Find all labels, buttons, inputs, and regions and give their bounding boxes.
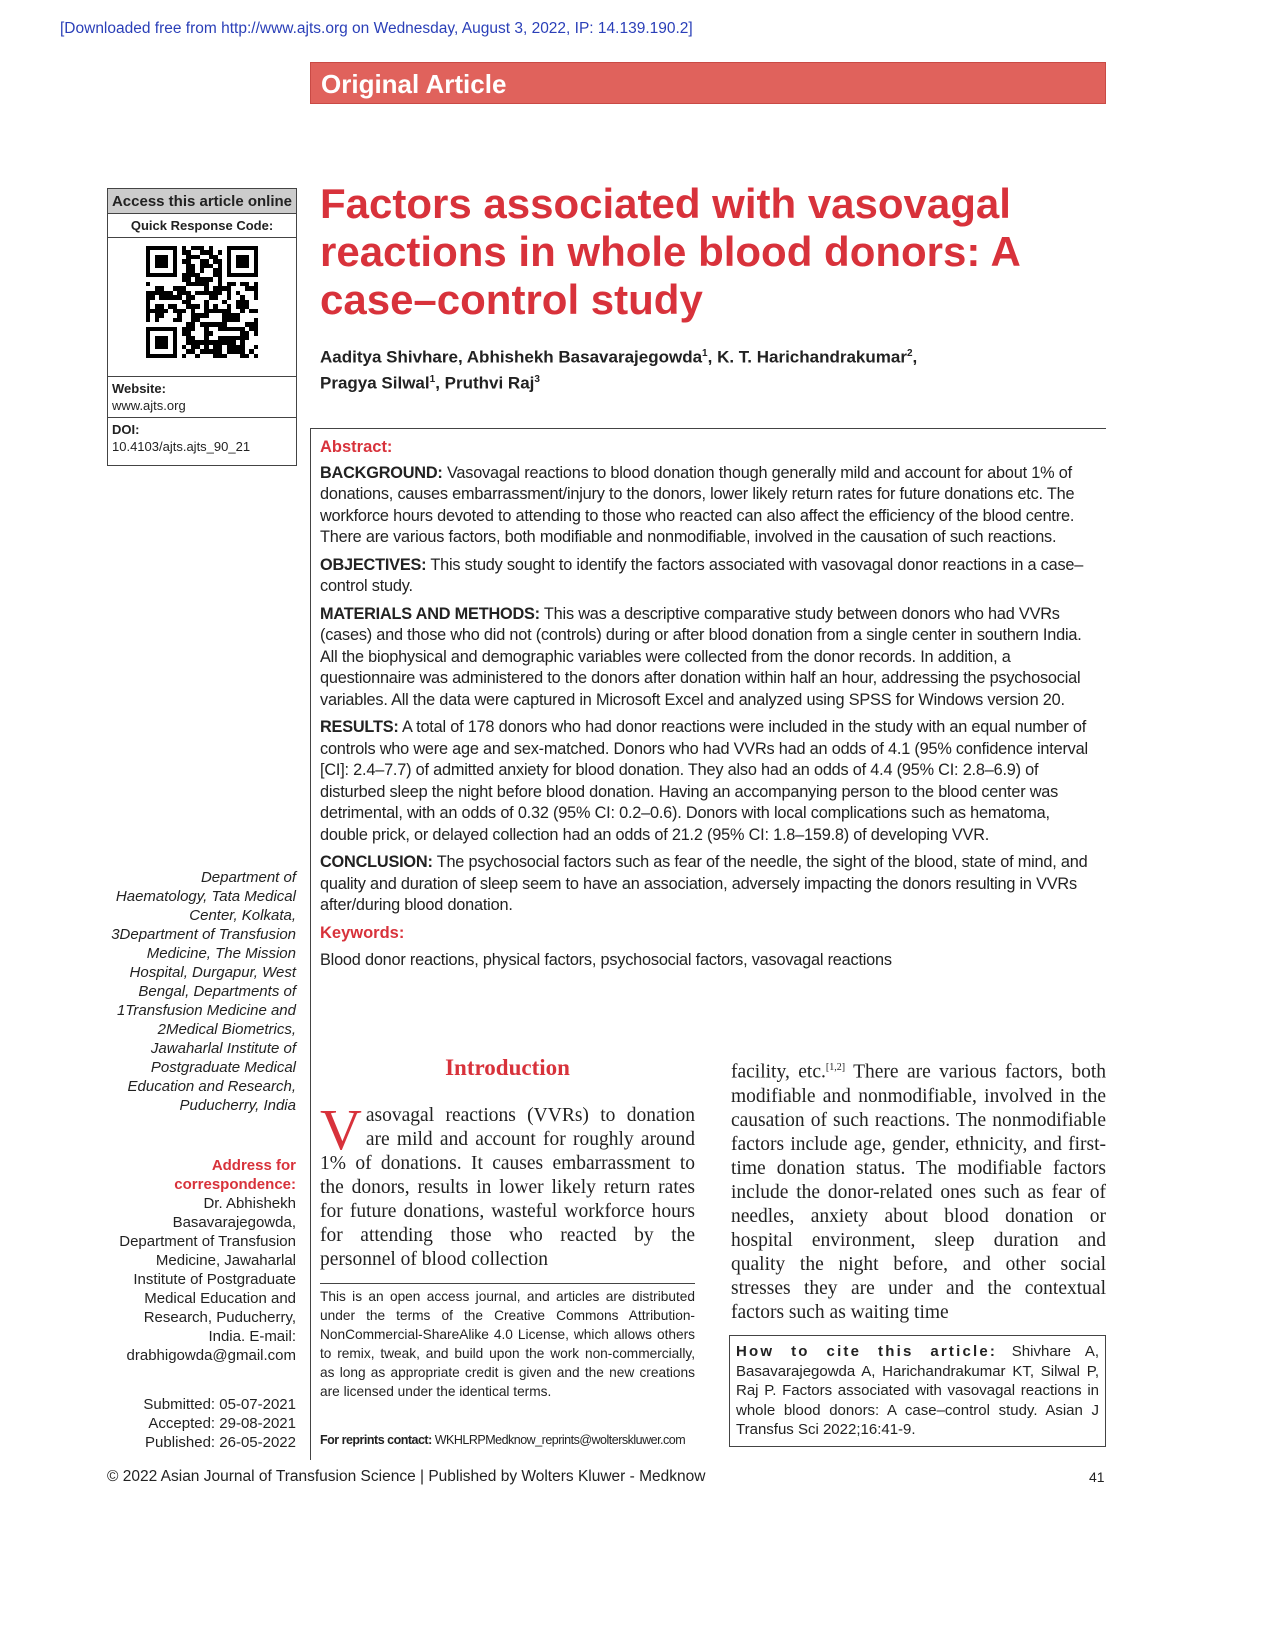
correspondence-text: Dr. Abhishekh Basavarajegowda, Department of Transfusion Medicine, Jawaharlal Institute of Postgraduate Medical Education and Research, Puducherry, India. E-mail: drabhigowda@gmail.com (119, 1195, 296, 1364)
abstract-methods (320, 604, 1100, 712)
intro-text-1: asovagal reactions (VVRs) to donation are mild and account for roughly around 1% of donations. It causes embarrassment to the donors, results in lower likely return rates for future donations, wasteful workforce hours for attending those who reacted by the personnel of blood collection (320, 1105, 695, 1270)
abstract-background (320, 463, 1100, 549)
cite-box (729, 1335, 1106, 1447)
doi-link[interactable]: 10.4103/ajts.ajts_90_21 (112, 439, 251, 454)
abstract (320, 437, 1100, 978)
published-date: Published: 26-05-2022 (145, 1434, 296, 1451)
abstract-heading: Abstract: (320, 438, 393, 456)
methods-text: This was a descriptive comparative study between donors who had VVRs (cases) and those who did not (controls) during or after blood donation from a single center in southern India. All the biophysical and demographic variables were collected from the donor records. In addition, a questionnaire was administered to the donors after donation within half an hour, addressing the psychosocial variables. All the data were captured in Microsoft Excel and analyzed using SPSS for Windows version 20. (320, 604, 1082, 709)
footer: © 2022 Asian Journal of Transfusion Science | Published by Wolters Kluwer - Medknow (107, 1468, 706, 1485)
website-section (108, 376, 296, 417)
intro-text-2b: There are various factors, both modifiable and nonmodifiable, involved in the causation of such reactions. The nonmodifiable factors include age, gender, ethnicity, and first-time donation status. The modifiable factors include the donor-related ones such as fear of needles, anxiety about blood donation or hospital environment, sleep duration and quality the night before, and other social stresses they are under and the contextual factors such as waiting time (731, 1061, 1107, 1323)
objectives-label: OBJECTIVES: (320, 555, 427, 574)
article-title: Factors associated with vasovagal reactions in whole blood donors: A case–control study (320, 180, 1020, 323)
correspondence-heading: Address for correspondence: (174, 1157, 296, 1193)
citation-ref[interactable]: [1,2] (825, 1062, 846, 1073)
abstract-results (320, 717, 1100, 846)
cite-label: How to cite this article: (736, 1343, 998, 1360)
access-box (107, 188, 297, 466)
intro-column-1 (320, 1097, 695, 1272)
author-name: Pruthvi Raj (444, 373, 535, 393)
reprints-label: For reprints contact: (320, 1433, 432, 1447)
correspondence (110, 1156, 296, 1365)
qr-code-icon[interactable] (146, 246, 258, 358)
keywords: Blood donor reactions, physical factors, psychosocial factors, vasovagal reactions (320, 951, 892, 969)
objectives-text: This study sought to identify the factors associated with vasovagal donor reactions in a case–control study. (320, 555, 1084, 595)
section-banner (310, 62, 1106, 104)
affiliation: Department of Haematology, Tata Medical Center, Kolkata, 3Department of Transfusion Medicine, The Mission Hospital, Durgapur, West Bengal, Departments of 1Transfusion Medicine and 2Medical Biometrics, Jawaharlal Institute of Postgraduate Medical Education and Research, Puducherry, India (111, 869, 296, 1114)
divider (310, 428, 1106, 429)
qr-label: Quick Response Code: (108, 214, 296, 238)
page-number: 41 (1089, 1469, 1105, 1485)
column-divider (310, 428, 311, 1460)
conclusion-text: The psychosocial factors such as fear of the needle, the sight of the blood, state of mind, and quality and duration of sleep seem to have an association, adversely impacting the donors resulting in VVRs after/during blood donation. (320, 853, 1088, 914)
cite-text: Shivhare A, Basavarajegowda A, Harichandrakumar KT, Silwal P, Raj P. Factors associated with vasovagal reactions in whole blood donors: A case–control study. Asian J Transfus Sci 2022;16:41-9. (736, 1343, 1099, 1438)
dates (110, 1395, 296, 1452)
intro-text-2a: facility, etc. (731, 1061, 826, 1083)
author-affiliation-mark: 2 (906, 348, 913, 359)
results-text: A total of 178 donors who had donor reactions were included in the study with an equal number of controls who were age and sex-matched. Donors who had VVRs had an odds of 4.1 (95% confidence interval [CI]: 2.4–7.7) of admitted anxiety for blood donation. They also had an odds of 4.4 (95% CI: 2.8–6.9) of disturbed sleep the night before blood donation. Having an accompanying person to the blood center was detrimental, with an odds of 0.32 (95% CI: 0.2–0.6). Donors with local complications such as hematoma, double prick, or delayed collection had an odds of 21.2 (95% CI: 1.8–159.8) of developing VVR. (320, 718, 1088, 844)
author-name: Abhishekh Basavarajegowda (466, 347, 703, 367)
accepted-date: Accepted: 29-08-2021 (148, 1415, 296, 1432)
introduction-heading: Introduction (445, 1055, 570, 1080)
reprints-contact (320, 1433, 685, 1447)
website-label: Website: (112, 381, 166, 396)
section-label: Original Article (321, 69, 507, 99)
author-affiliation-mark: 1 (702, 348, 708, 359)
license-note: This is an open access journal, and articles are distributed under the terms of the Creative Commons Attribution-NonCommercial-ShareAlike 4.0 License, which allows others to remix, tweak, and build upon the work non-commercially, as long as appropriate credit is given and the new creations are licensed under the identical terms. (320, 1283, 695, 1401)
website-link[interactable]: www.ajts.org (112, 398, 186, 413)
drop-cap: V (320, 1097, 362, 1162)
background-text: Vasovagal reactions to blood donation though generally mild and account for about 1% of donations, causes embarrassment/injury to the donors, lower likely return rates for future donations etc. The workforce hours devoted to attending to those who reacted can also affect the efficiency of the blood centre. There are various factors, both modifiable and nonmodifiable, involved in the causation of such reactions. (320, 463, 1075, 546)
author-name: K. T. Harichandrakumar (717, 347, 907, 367)
abstract-conclusion (320, 852, 1100, 917)
doi-section (108, 417, 296, 458)
download-notice[interactable]: [Downloaded free from http://www.ajts.org on Wednesday, August 3, 2022, IP: 14.139.190.2] (60, 20, 693, 37)
conclusion-label: CONCLUSION: (320, 853, 433, 871)
submitted-date: Submitted: 05-07-2021 (143, 1396, 296, 1413)
keywords-heading: Keywords: (320, 923, 405, 942)
author-name: Pragya Silwal (320, 373, 430, 393)
results-label: RESULTS: (320, 718, 399, 736)
methods-label: MATERIALS AND METHODS: (320, 604, 540, 623)
author-affiliation-mark: 1 (429, 373, 436, 385)
abstract-objectives (320, 555, 1100, 598)
author-list: Aaditya Shivhare, Abhishekh Basavarajegowda$^1$, K. T. Harichandrakumar$^2$, Pragya Silwal$^1$, Pruthvi Raj$^3$ (320, 347, 918, 393)
intro-column-2 (731, 1056, 1106, 1325)
background-label: BACKGROUND: (320, 463, 443, 482)
access-header: Access this article online (108, 189, 296, 214)
author-name: Aaditya Shivhare (320, 347, 458, 367)
reprints-email[interactable]: WKHLRPMedknow_reprints@wolterskluwer.com (434, 1433, 686, 1447)
doi-label: DOI: (112, 422, 140, 437)
author-affiliation-mark: 3 (534, 373, 540, 385)
